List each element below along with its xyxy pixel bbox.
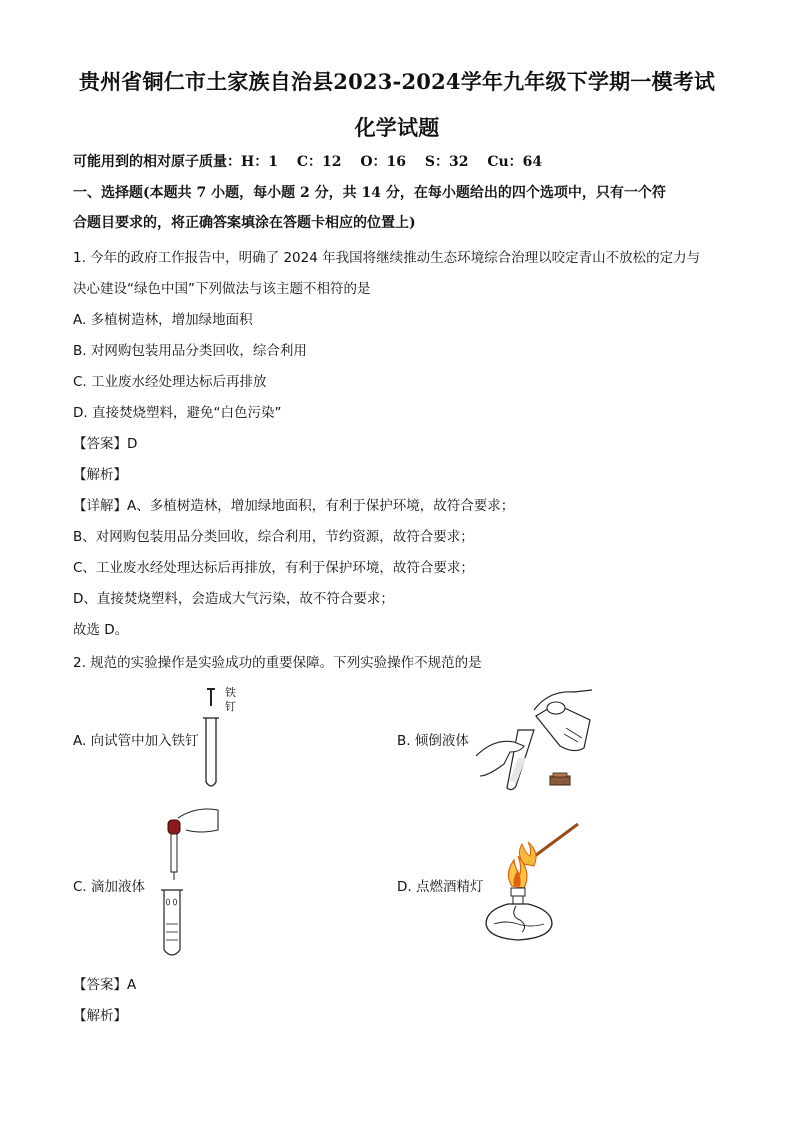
exam-subtitle: 化学试题	[354, 115, 440, 140]
nail-label-part1: 铁	[225, 686, 236, 699]
q2-answer: 【答案】A	[73, 977, 137, 993]
q1-detail-a: 【详解】A、多植树造林，增加绿地面积，有利于保护环境，故符合要求；	[73, 498, 515, 514]
q1-conclusion: 故选 D。	[73, 622, 129, 638]
q2-stem: 2. 规范的实验操作是实验成功的重要保障。下列实验操作不规范的是	[73, 655, 482, 671]
q2-option-c: C. 滴加液体	[73, 879, 146, 895]
q1-option-a: A. 多植树造林，增加绿地面积	[73, 312, 253, 328]
test-tube-nail-figure	[196, 684, 256, 792]
q1-analysis-label: 【解析】	[73, 467, 127, 483]
alcohol-lamp-figure	[480, 816, 584, 946]
nail-label-part2: 钉	[225, 700, 236, 713]
q1-detail-c: C、工业废水经处理达标后再排放，有利于保护环境，故符合要求；	[73, 560, 474, 576]
q1-answer: 【答案】D	[73, 436, 138, 452]
q2-option-a: A. 向试管中加入铁钉	[73, 733, 199, 749]
section-heading-line2: 合题目要求的，将正确答案填涂在答题卡相应的位置上)	[73, 215, 416, 231]
q1-stem-line2: 决心建设“绿色中国”下列做法与该主题不相符的是	[73, 281, 371, 297]
section-heading-line1: 一、选择题(本题共 7 小题，每小题 2 分，共 14 分，在每小题给出的四个选项中，只有一个符	[73, 185, 666, 201]
q2-analysis-label: 【解析】	[73, 1008, 127, 1024]
q1-option-c: C. 工业废水经处理达标后再排放	[73, 374, 267, 390]
q2-option-d: D. 点燃酒精灯	[397, 879, 484, 895]
pouring-liquid-figure	[474, 680, 604, 800]
exam-title: 贵州省铜仁市土家族自治县2023-2024学年九年级下学期一模考试	[78, 69, 716, 94]
q1-detail-d: D、直接焚烧塑料，会造成大气污染，故不符合要求；	[73, 591, 394, 607]
q1-detail-b: B、对网购包装用品分类回收，综合利用，节约资源，故符合要求；	[73, 529, 474, 545]
atomic-masses: 可能用到的相对原子质量：H：1 C：12 O：16 S：32 Cu：64	[73, 154, 543, 170]
dropper-figure	[156, 800, 228, 960]
q1-option-d: D. 直接焚烧塑料，避免“白色污染”	[73, 405, 282, 421]
q1-stem-line1: 1. 今年的政府工作报告中，明确了 2024 年我国将继续推动生态环境综合治理以咬定青山不放松的定力与	[73, 250, 701, 266]
q1-option-b: B. 对网购包装用品分类回收，综合利用	[73, 343, 307, 359]
q2-option-b: B. 倾倒液体	[397, 733, 469, 749]
